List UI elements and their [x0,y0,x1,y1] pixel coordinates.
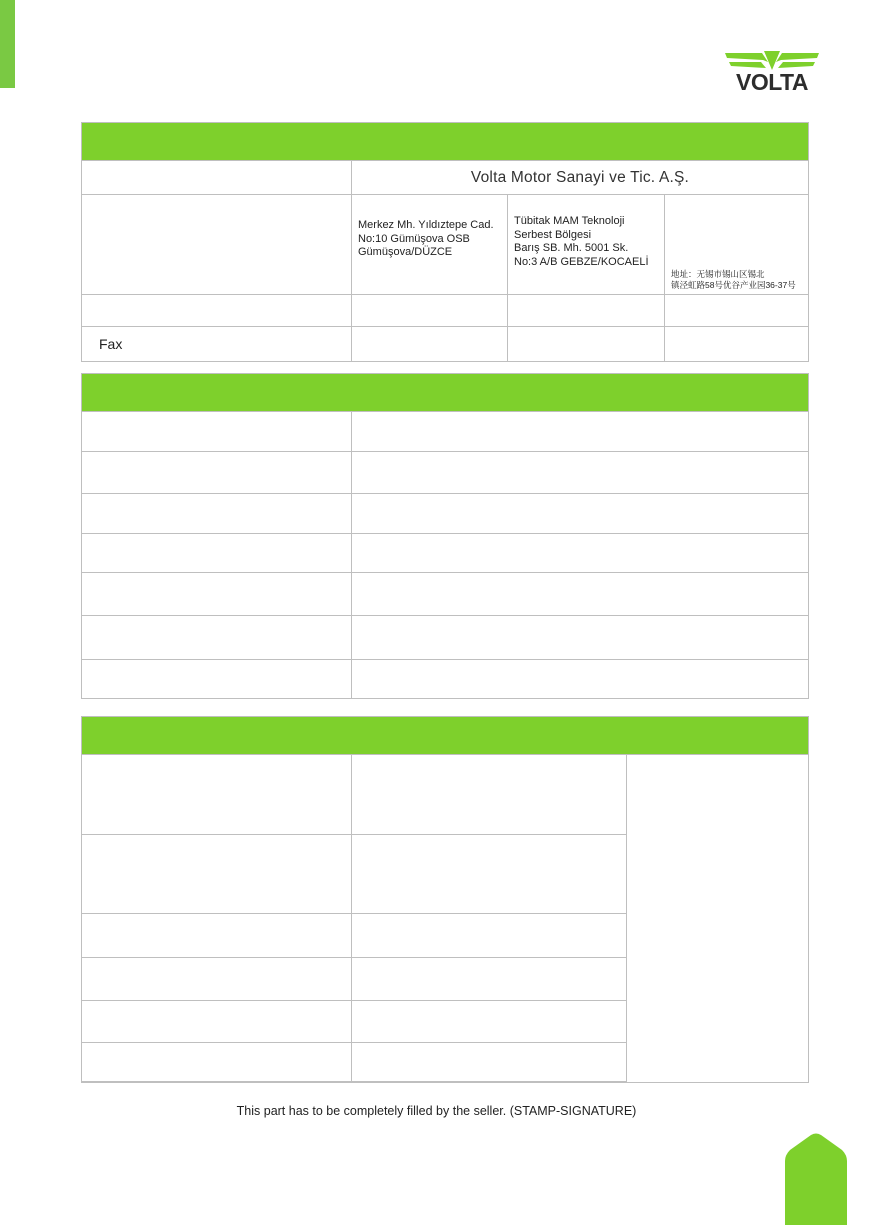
company-info-table [81,122,809,362]
address-line: Merkez Mh. Yıldıztepe Cad. [358,219,494,231]
row-label [82,914,352,957]
row-label [82,958,352,1000]
input-field[interactable] [352,412,808,451]
seller-section-header [82,374,808,412]
table-row [82,412,808,452]
table-row [82,914,627,958]
input-field[interactable] [352,452,808,493]
row-label [82,1001,352,1042]
fax-label: Fax [82,327,352,361]
table-row [82,195,808,295]
row-label [82,755,352,834]
input-field[interactable] [352,958,627,1000]
table-row [82,958,627,1001]
table-row [82,1001,627,1043]
row-label [82,412,352,451]
company-name: Volta Motor Sanayi ve Tic. A.Ş. [470,168,690,186]
row-label [82,161,352,194]
address-gebze-cell [508,195,665,294]
input-field[interactable] [352,1001,627,1042]
table-cell[interactable] [665,295,808,326]
table-row [82,295,808,327]
table-row [82,534,808,573]
signature-table [81,716,809,1083]
input-field[interactable] [352,494,808,533]
address-line: 镇泾虹路58号优谷产业园36-37号 [671,280,796,290]
row-label [82,660,352,698]
input-field[interactable] [352,616,808,659]
table-row [82,573,808,616]
input-field[interactable] [352,573,808,615]
table-row [82,660,808,698]
input-field[interactable] [352,835,627,913]
stamp-signature-area[interactable] [627,755,808,1082]
table-row [82,616,808,660]
table-row [82,494,808,534]
table-row [82,327,808,361]
address-line: Barış SB. Mh. 5001 Sk. [514,242,629,254]
row-label [82,573,352,615]
table-row [82,755,627,835]
company-section-header [82,123,808,161]
table-row [82,835,627,914]
footer-note: This part has to be completely filled by the seller. (STAMP-SIGNATURE) [236,1104,637,1118]
address-line: Serbest Bölgesi [514,228,592,241]
fax-field[interactable] [352,327,508,361]
table-row [82,1043,627,1082]
row-label [82,195,352,294]
address-line: Gümüşova/DÜZCE [358,246,453,258]
address-duzce-cell [352,195,508,294]
input-field[interactable] [352,1043,627,1081]
row-label [82,295,352,326]
row-label [82,1043,352,1081]
svg-text:VOLTA: VOLTA [735,69,809,95]
address-china-cell [665,195,808,294]
side-accent-bar [0,0,15,88]
fax-field[interactable] [508,327,665,361]
input-field[interactable] [352,534,808,572]
table-row [82,161,808,195]
row-label [82,835,352,913]
row-label [82,534,352,572]
address-line: No:10 Gümüşova OSB [358,232,470,245]
input-field[interactable] [352,755,627,834]
row-label [82,494,352,533]
address-line: Tübitak MAM Teknoloji [514,215,625,227]
row-label [82,452,352,493]
table-cell[interactable] [352,295,508,326]
page-tab [785,1133,847,1225]
fax-field[interactable] [665,327,808,361]
address-line: No:3 A/B GEBZE/KOCAELİ [514,255,649,268]
table-row [82,452,808,494]
input-field[interactable] [352,660,808,698]
input-field[interactable] [352,914,627,957]
seller-info-table [81,373,809,699]
table-cell[interactable] [508,295,665,326]
signature-section-header [82,717,808,755]
row-label [82,616,352,659]
volta-logo [722,46,822,96]
address-line: 地址：无锡市锡山区锡北 [671,269,765,279]
